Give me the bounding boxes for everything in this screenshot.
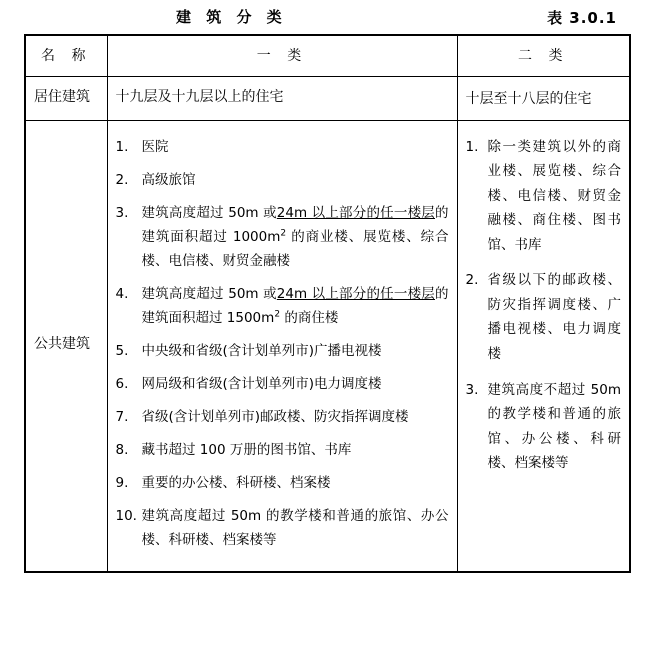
list-item-text: 重要的办公楼、科研楼、档案楼 — [141, 474, 331, 491]
list-item-number: 2. — [115, 171, 129, 188]
list-item — [116, 504, 449, 552]
list-item-number: 1. — [465, 138, 479, 155]
list-item-text: 藏书超过 100 万册的图书馆、书库 — [141, 441, 352, 458]
list-item — [116, 135, 449, 159]
public-class-one — [107, 120, 457, 572]
classification-table — [24, 34, 631, 573]
list-item-number: 4. — [115, 285, 129, 302]
residential-class-one: 十九层及十九层以上的住宅 — [107, 77, 457, 121]
public-class-one-list — [116, 135, 449, 552]
list-item — [116, 372, 449, 396]
list-item-text: 建筑高度超过 50m 或24m 以上部分的任一楼层的建筑面积超过 $1500m^2$ 的商住楼 — [141, 285, 449, 326]
list-item-text: 除一类建筑以外的商业楼、展览楼、综合楼、电信楼、财贸金融楼、商住楼、图书馆、书库 — [487, 138, 621, 253]
list-item-text: 建筑高度超过 50m 或24m 以上部分的任一楼层的建筑面积超过 $1000m^2$ 的商业楼、展览楼、综合楼、电信楼、财贸金融楼 — [141, 204, 449, 269]
table-header-row — [25, 35, 630, 77]
public-class-two-list — [466, 135, 622, 476]
list-item-number: 3. — [465, 381, 479, 398]
table-number-label: 表 3.0.1 — [547, 9, 617, 27]
column-header-class-one: 一 类 — [107, 35, 457, 77]
list-item-text: 建筑高度超过 50m 的教学楼和普通的旅馆、办公楼、科研楼、档案楼等 — [141, 507, 449, 548]
list-item-number: 8. — [115, 441, 129, 458]
list-item-text: 中央级和省级(含计划单列市)广播电视楼 — [141, 342, 382, 359]
list-item-text: 省级(含计划单列市)邮政楼、防灾指挥调度楼 — [141, 408, 409, 425]
table-row-public — [25, 120, 630, 572]
list-item-text: 建筑高度不超过 50m 的教学楼和普通的旅馆、办公楼、科研楼、档案楼等 — [487, 381, 621, 472]
list-item — [116, 168, 449, 192]
page-title: 建 筑 分 类 — [176, 8, 287, 26]
list-item — [466, 135, 622, 258]
list-item-text: 省级以下的邮政楼、防灾指挥调度楼、广播电视楼、电力调度楼 — [487, 272, 621, 362]
list-item-number: 6. — [115, 375, 129, 392]
document-header — [26, 0, 627, 34]
list-item-number: 10. — [115, 507, 137, 524]
list-item-number: 5. — [115, 342, 129, 359]
list-item-number: 1. — [115, 138, 129, 155]
row-label-public: 公共建筑 — [25, 120, 107, 572]
column-header-name: 名 称 — [25, 35, 107, 77]
list-item-text: 高级旅馆 — [141, 171, 196, 188]
list-item — [116, 339, 449, 363]
list-item — [466, 378, 622, 476]
list-item-number: 2. — [465, 272, 479, 289]
list-item — [466, 268, 622, 366]
residential-class-two: 十层至十八层的住宅 — [457, 77, 630, 121]
list-item — [116, 471, 449, 495]
column-header-class-two: 二 类 — [457, 35, 630, 77]
list-item-number: 9. — [115, 474, 129, 491]
list-item — [116, 282, 449, 330]
list-item — [116, 405, 449, 429]
list-item-text: 网局级和省级(含计划单列市)电力调度楼 — [141, 375, 382, 392]
list-item-text: 医院 — [141, 138, 169, 155]
table-row-residential — [25, 77, 630, 121]
list-item — [116, 201, 449, 273]
row-label-residential: 居住建筑 — [25, 77, 107, 121]
list-item-number: 3. — [115, 204, 129, 221]
public-class-two — [457, 120, 630, 572]
list-item-number: 7. — [115, 408, 129, 425]
list-item — [116, 438, 449, 462]
